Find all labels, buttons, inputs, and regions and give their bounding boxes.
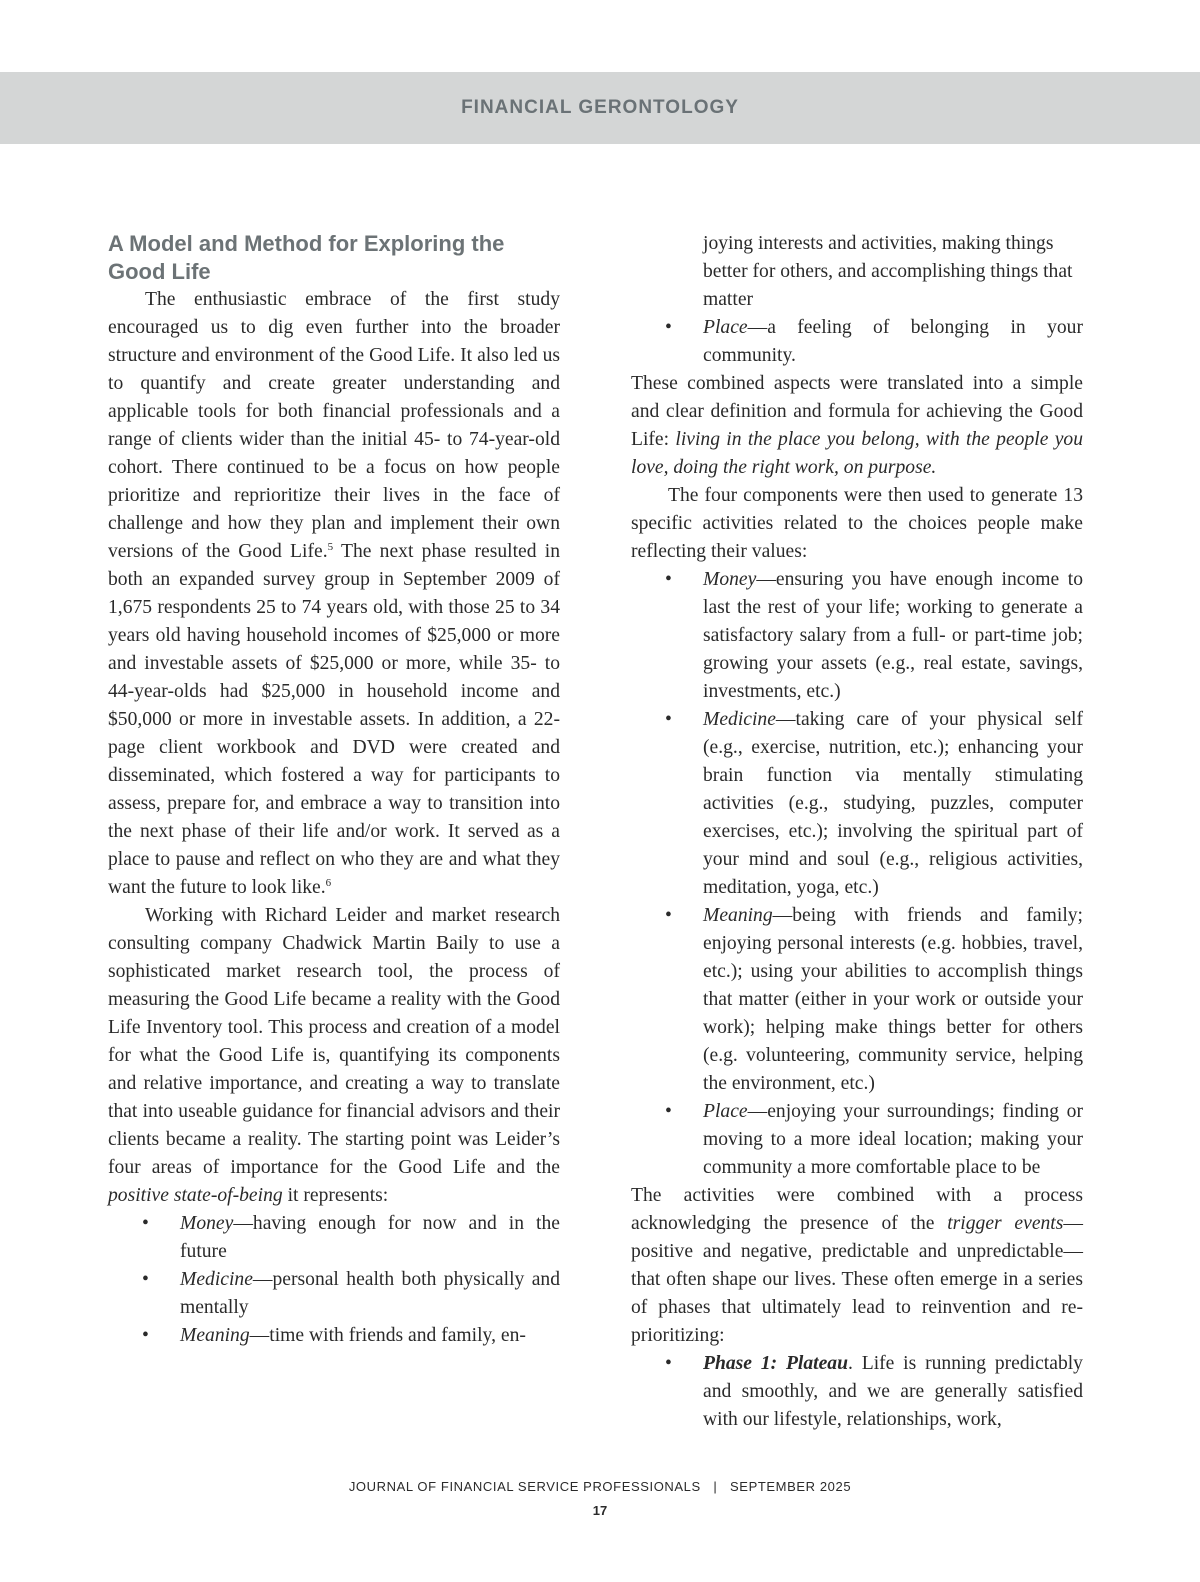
left-column [108,230,560,1350]
footnote-ref-6[interactable]: 6 [325,877,332,889]
list-item-continuation: joying interests and activities, making things better for others, and accomplishing things that matter [703,233,1073,310]
paragraph-2: Working with Richard Leider and market research consulting company Chadwick Martin Baily to use a sophisticated market research tool, the process of measuring the Good Life became a reality with the Good Life Inventory tool. This process and creation of a model for what the Good Life is, quantifying its components and relative importance, and creating a way to translate that into useable guidance for financial advisors and their clients became a reality. The starting point was Leider’s four areas of importance for the Good Life and the positive state-of-being it represents: [108,905,560,1206]
list-item: • Medicine—taking care of your physical self (e.g., exercise, nutrition, etc.); enhancing your brain function via mentally stimulating activities (e.g., studying, puzzles, computer exercises, etc.); involving the spiritual part of your mind and soul (e.g., religious activities, meditation, yoga, etc.) [631,706,1083,902]
section-header-band [0,72,1200,144]
good-life-areas-list-cont [631,314,1083,370]
list-item: • Money—having enough for now and in the future [108,1210,560,1266]
list-item: • Place—enjoying your surroundings; finding or moving to a more ideal location; making your community a more comfortable place to be [631,1098,1083,1182]
right-column [631,230,1083,1434]
activities-list [631,566,1083,1182]
paragraph-1: The enthusiastic embrace of the first study encouraged us to dig even further into the broader structure and environment of the Good Life. It also led us to quantify and create greater understanding and applicable tools for both financial professionals and a range of clients wider than the initial 45- to 74-year-old cohort. There continued to be a focus on how people prioritize and reprioritize their lives in the face of challenge and how they plan and implement their own versions of the Good Life.$^5$ The next phase resulted in both an expanded survey group in September 2009 of 1,675 respondents 25 to 74 years old, with those 25 to 34 years old having household incomes of $25,000 or more and investable assets of $25,000 or more, while 35- to 44-year-olds had $25,000 in household income and $50,000 or more in investable assets. In addition, a 22-page client workbook and DVD were created and disseminated, which fostered a way for participants to assess, prepare for, and embrace a way to transition into the next phase of their life and/or work. It served as a place to pause and reflect on who they are and what they want the future to look like.$^6$ [108,289,560,898]
list-item: • Medicine—personal health both physically and mentally [108,1266,560,1322]
list-item: • Meaning—time with friends and family, en- [108,1322,560,1350]
page-number: 17 [592,1503,608,1518]
paragraph-3: These combined aspects were translated into a simple and clear definition and formula for achieving the Good Life: living in the place you belong, with the people you love, doing the right work, on purpose. [631,373,1083,478]
phases-list [631,1350,1083,1434]
good-life-areas-list [108,1210,560,1350]
list-item: • Place—a feeling of belonging in your community. [631,314,1083,370]
footnote-ref-5[interactable]: 5 [327,541,334,553]
section-heading: A Model and Method for Exploring the Good Life [108,231,505,284]
list-item: • Money—ensuring you have enough income to last the rest of your life; working to generate a satisfactory salary from a full- or part-time job; growing your assets (e.g., real estate, savings, investments, etc.) [631,566,1083,706]
list-item: • Phase 1: Plateau. Life is running predictably and smoothly, and we are generally satisfied with our lifestyle, relationships, work, [631,1350,1083,1434]
paragraph-4: The four components were then used to generate 13 specific activities related to the choices people make reflecting their values: [631,485,1083,562]
list-item: • Meaning—being with friends and family; enjoying personal interests (e.g. hobbies, travel, etc.); using your abilities to accomplish things that matter (either in your work or outside your work); helping make things better for others (e.g. volunteering, community service, helping the environment, etc.) [631,902,1083,1098]
journal-footer: JOURNAL OF FINANCIAL SERVICE PROFESSIONALS | SEPTEMBER 2025 [348,1479,852,1494]
paragraph-5: The activities were combined with a process acknowledging the presence of the trigger events—positive and negative, predictable and unpredictable—that often shape our lives. These often emerge in a series of phases that ultimately lead to reinvention and re-prioritizing: [631,1185,1083,1346]
section-title: FINANCIAL GERONTOLOGY [461,97,739,118]
